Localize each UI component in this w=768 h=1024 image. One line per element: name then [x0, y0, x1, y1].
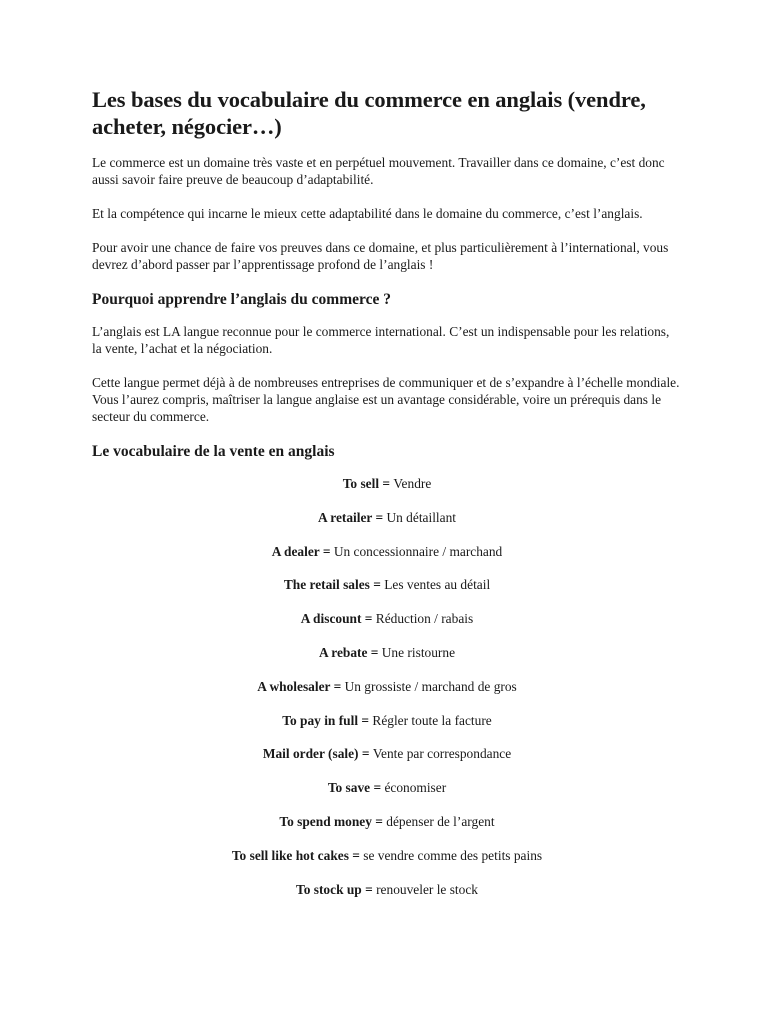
vocab-term: A retailer — [317, 509, 373, 525]
vocab-term: To sell like hot cakes — [231, 847, 349, 863]
vocab-translation: dépenser de l’argent — [386, 813, 495, 829]
vocab-translation: Une ristourne — [381, 644, 456, 660]
vocab-separator: = — [369, 577, 385, 593]
vocab-item — [92, 745, 682, 762]
vocab-translation: renouveler le stock — [376, 881, 478, 897]
vocab-term: A wholesaler — [257, 678, 331, 694]
section-heading-vocab: Le vocabulaire de la vente en anglais — [92, 443, 335, 460]
vocab-term: A dealer — [271, 543, 320, 559]
vocab-translation: Réduction / rabais — [375, 611, 474, 627]
intro-paragraph-3: Pour avoir une chance de faire vos preuves dans ce domaine, et plus particulièrement à l’international, vous devrez d’abord passer par l’apprentissage profond de l’anglais ! — [92, 240, 669, 272]
vocab-item — [92, 678, 682, 695]
vocab-term: A rebate — [318, 644, 368, 660]
vocab-term: To sell — [342, 476, 380, 491]
vocab-separator: = — [371, 813, 387, 829]
vocab-list — [92, 475, 682, 898]
vocab-item — [92, 576, 682, 593]
vocab-translation: Un grossiste / marchand de gros — [344, 678, 517, 694]
vocab-term: Mail order (sale) — [262, 746, 359, 762]
vocab-item — [92, 712, 682, 729]
vocab-separator: = — [367, 644, 382, 660]
vocab-item — [92, 610, 682, 627]
vocab-item — [92, 644, 682, 661]
vocab-translation: Vendre — [393, 476, 432, 491]
vocab-translation: économiser — [384, 780, 447, 796]
vocab-term: To stock up — [296, 881, 362, 897]
vocab-translation: Les ventes au détail — [384, 577, 491, 593]
vocab-separator: = — [330, 678, 345, 694]
section-heading-why: Pourquoi apprendre l’anglais du commerce ? — [92, 291, 391, 308]
vocab-item — [92, 543, 682, 560]
vocab-separator: = — [361, 881, 377, 897]
vocab-item — [92, 881, 682, 898]
vocab-separator: = — [358, 746, 373, 762]
vocab-separator: = — [379, 476, 394, 491]
vocab-term: To pay in full — [282, 712, 359, 728]
vocab-translation: Régler toute la facture — [372, 712, 492, 728]
intro-paragraph-2: Et la compétence qui incarne le mieux cette adaptabilité dans le domaine du commerce, c’est l’anglais. — [92, 206, 643, 221]
vocab-item — [92, 813, 682, 830]
vocab-term: A discount — [300, 611, 362, 627]
why-paragraph-2: Cette langue permet déjà à de nombreuses entreprises de communiquer et de s’expandre à l’échelle mondiale. Vous l’aurez compris, maîtriser la langue anglaise est un avantage considérable, voire un prérequis dans le secteur du commerce. — [92, 375, 680, 424]
vocab-translation: Un détaillant — [386, 509, 457, 525]
vocab-item — [92, 509, 682, 526]
vocab-term: To save — [327, 780, 371, 796]
vocab-translation: Vente par correspondance — [372, 746, 512, 762]
vocab-term: To spend money — [279, 813, 372, 829]
vocab-item — [92, 847, 682, 864]
vocab-separator: = — [358, 712, 373, 728]
document-page — [92, 86, 682, 914]
document-title: Les bases du vocabulaire du commerce en anglais (vendre, acheter, négocier…) — [92, 87, 646, 139]
vocab-separator: = — [372, 509, 387, 525]
vocab-separator: = — [370, 780, 385, 796]
vocab-item — [92, 475, 682, 492]
intro-paragraph-1: Le commerce est un domaine très vaste et en perpétuel mouvement. Travailler dans ce domaine, c’est donc aussi savoir faire preuve de beaucoup d’adaptabilité. — [92, 155, 665, 187]
vocab-separator: = — [319, 543, 334, 559]
vocab-term: The retail sales — [283, 577, 370, 593]
vocab-separator: = — [348, 847, 364, 863]
vocab-item — [92, 779, 682, 796]
vocab-translation: se vendre comme des petits pains — [363, 847, 543, 863]
why-paragraph-1: L’anglais est LA langue reconnue pour le commerce international. C’est un indispensable pour les relations, la vente, l’achat et la négociation. — [92, 324, 670, 356]
vocab-separator: = — [361, 611, 376, 627]
vocab-translation: Un concessionnaire / marchand — [333, 543, 503, 559]
